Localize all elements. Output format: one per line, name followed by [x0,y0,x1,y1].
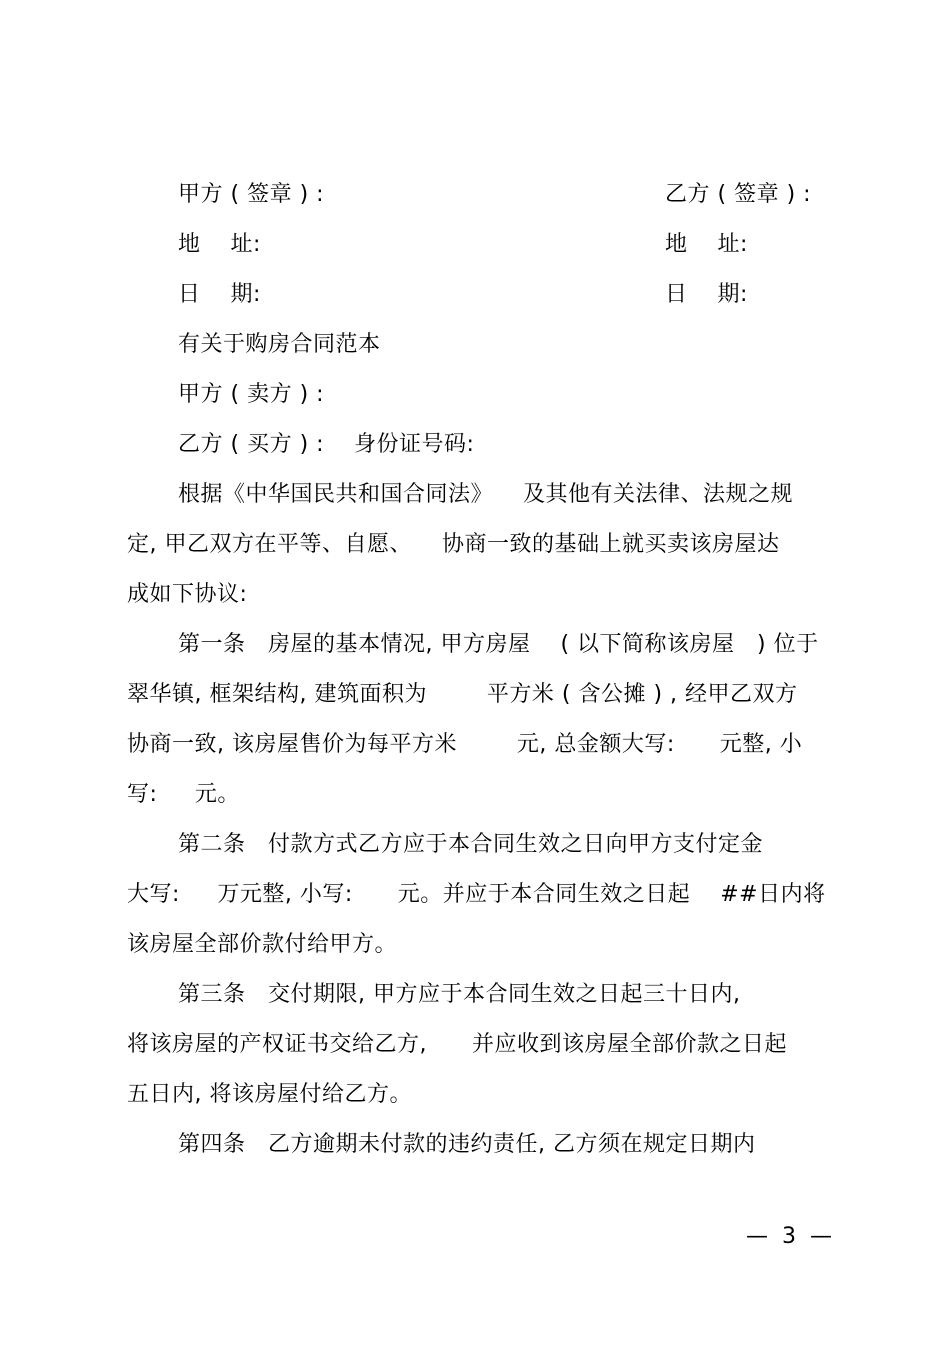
paragraph-line: 将该房屋的产权证书交给乙方, 并应收到该房屋全部价款之日起 [127,1032,787,1057]
party-a-signature-label: 甲方 ( 签章 ) : [178,182,325,207]
party-a-date-label: 日 期: [178,282,261,307]
article-three-line: 第三条 交付期限, 甲方应于本合同生效之日起三十日内, [178,982,741,1007]
paragraph-line: 定, 甲乙双方在平等、自愿、 协商一致的基础上就买卖该房屋达 [127,532,780,557]
document-title: 有关于购房合同范本 [178,332,381,357]
paragraph-line: 大写: 万元整, 小写: 元。并应于本合同生效之日起 ##日内将 [127,882,826,907]
article-one-line: 第一条 房屋的基本情况, 甲方房屋 ( 以下简称该房屋 ) 位于 [178,632,819,657]
party-b-address-label: 地 址: [665,232,748,257]
article-two-line: 第二条 付款方式乙方应于本合同生效之日向甲方支付定金 [178,832,763,857]
party-a-address-label: 地 址: [178,232,261,257]
article-four-line: 第四条 乙方逾期未付款的违约责任, 乙方须在规定日期内 [178,1132,756,1157]
paragraph-line: 成如下协议: [127,582,248,607]
party-b-date-label: 日 期: [665,282,748,307]
party-b-signature-label: 乙方 ( 签章 ) : [665,182,812,207]
paragraph-line: 翠华镇, 框架结构, 建筑面积为 平方米 ( 含公摊 ) , 经甲乙双方 [127,682,798,707]
paragraph-line: 该房屋全部价款付给甲方。 [127,932,398,957]
paragraph-line: 五日内, 将该房屋付给乙方。 [127,1082,412,1107]
page-number: — 3 — [746,1224,832,1249]
paragraph-line: 根据《中华国民共和国合同法》 及其他有关法律、法规之规 [178,482,793,507]
buyer-line: 乙方 ( 买方 ) : 身份证号码: [178,432,475,457]
paragraph-line: 协商一致, 该房屋售价为每平方米 元, 总金额大写: 元整, 小 [127,732,803,757]
paragraph-line: 写: 元。 [127,782,240,807]
seller-line: 甲方 ( 卖方 ) : [178,382,325,407]
